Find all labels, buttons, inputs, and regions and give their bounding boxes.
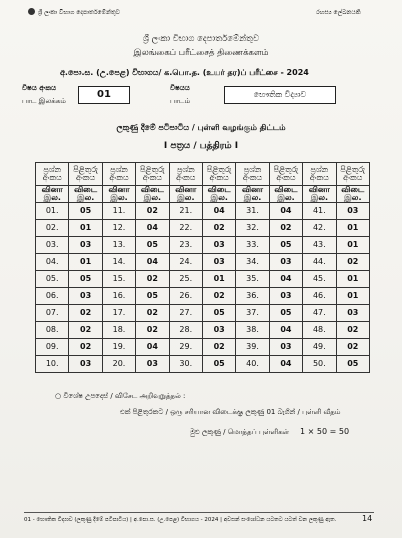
question-number: 46. xyxy=(303,288,336,305)
answer-number: 01 xyxy=(69,220,102,237)
table-row xyxy=(36,339,370,356)
question-number: 34. xyxy=(236,254,269,271)
answer-number: 02 xyxy=(336,339,369,356)
header-answer-number: පිළිතුරු අංකය xyxy=(69,163,102,186)
question-number: 16. xyxy=(102,288,135,305)
subheader-answer: விடை இல. xyxy=(136,186,169,203)
answer-number: 02 xyxy=(136,322,169,339)
answer-number: 01 xyxy=(336,288,369,305)
total-formula: 1 × 50 = 50 xyxy=(300,427,350,436)
header-right: රහස්‍ය ලේඛනයකි xyxy=(316,9,361,16)
question-number: 02. xyxy=(36,220,69,237)
question-number: 13. xyxy=(102,237,135,254)
answer-number: 01 xyxy=(336,220,369,237)
header-answer-number: පිළිතුරු අංකය xyxy=(336,163,369,186)
header-question-number: ප්‍රශ්න අංකය xyxy=(169,163,202,186)
question-number: 45. xyxy=(303,271,336,288)
question-number: 30. xyxy=(169,356,202,373)
answer-number: 03 xyxy=(69,288,102,305)
subject-number-label-ta: பாட இலக்கம் xyxy=(22,97,66,105)
answer-number: 02 xyxy=(136,271,169,288)
header-question-number: ප්‍රශ්න අංකය xyxy=(236,163,269,186)
answer-number: 02 xyxy=(336,322,369,339)
question-number: 29. xyxy=(169,339,202,356)
table-row xyxy=(36,254,370,271)
answer-number: 05 xyxy=(202,305,235,322)
question-number: 06. xyxy=(36,288,69,305)
question-number: 20. xyxy=(102,356,135,373)
subject-name-label-ta: பாடம் xyxy=(170,97,191,105)
question-number: 35. xyxy=(236,271,269,288)
question-number: 18. xyxy=(102,322,135,339)
header-answer-number: පිළිතුරු අංකය xyxy=(269,163,302,186)
question-number: 41. xyxy=(303,203,336,220)
answer-number: 03 xyxy=(69,237,102,254)
header-answer-number: පිළිතුරු අංකය xyxy=(136,163,169,186)
subject-number-label-si: විෂය අංකය xyxy=(22,84,57,92)
answer-number: 05 xyxy=(269,237,302,254)
header-left: ශ්‍රී ලංකා විභාග දෙපාර්තමේන්තුව xyxy=(38,9,121,16)
answer-number: 05 xyxy=(202,356,235,373)
special-instructions: ○ විශේෂ උපදෙස් / விசேட அறிவுறுத்தல் : xyxy=(55,392,186,400)
answer-number: 03 xyxy=(202,322,235,339)
question-number: 44. xyxy=(303,254,336,271)
answer-number: 04 xyxy=(269,322,302,339)
question-number: 24. xyxy=(169,254,202,271)
question-number: 21. xyxy=(169,203,202,220)
subject-name-field xyxy=(224,86,336,104)
table-row xyxy=(36,305,370,322)
question-number: 48. xyxy=(303,322,336,339)
question-number: 28. xyxy=(169,322,202,339)
answer-number: 01 xyxy=(336,237,369,254)
header-question-number: ප්‍රශ්න අංකය xyxy=(303,163,336,186)
answer-number: 05 xyxy=(136,237,169,254)
answer-number: 02 xyxy=(136,305,169,322)
answer-number: 03 xyxy=(269,254,302,271)
footer-text: 01 - භෞතික විද්‍යාව (ලකුණු දීමේ පටිපාටිය) | අ.පො.ස. (උ.පෙළ) විභාගය - 2024 | අවසන් සංශෝධන යටතට යටත් වන ලකුණු ඇත. xyxy=(24,517,337,523)
header-answer-number: පිළිතුරු අංකය xyxy=(202,163,235,186)
question-number: 49. xyxy=(303,339,336,356)
answer-number: 03 xyxy=(202,254,235,271)
question-number: 47. xyxy=(303,305,336,322)
subject-name-value: භෞතික විද්‍යාව xyxy=(253,90,307,99)
question-number: 11. xyxy=(102,203,135,220)
question-number: 19. xyxy=(102,339,135,356)
question-number: 04. xyxy=(36,254,69,271)
answer-table xyxy=(35,162,370,373)
answer-number: 02 xyxy=(136,203,169,220)
question-number: 26. xyxy=(169,288,202,305)
question-number: 08. xyxy=(36,322,69,339)
answer-number: 02 xyxy=(69,339,102,356)
question-number: 12. xyxy=(102,220,135,237)
answer-number: 03 xyxy=(69,356,102,373)
subheader-answer: விடை இல. xyxy=(336,186,369,203)
question-number: 31. xyxy=(236,203,269,220)
answer-number: 03 xyxy=(269,288,302,305)
table-row xyxy=(36,203,370,220)
question-number: 38. xyxy=(236,322,269,339)
subject-name-label-si: විෂයය xyxy=(170,84,190,92)
question-number: 17. xyxy=(102,305,135,322)
subheader-answer: விடை இல. xyxy=(269,186,302,203)
answer-number: 02 xyxy=(202,339,235,356)
question-number: 32. xyxy=(236,220,269,237)
subheader-question: வினா இல. xyxy=(169,186,202,203)
total-label: මුළු ලකුණු / மொத்தப் புள்ளிகள் xyxy=(190,428,290,436)
answer-number: 02 xyxy=(202,288,235,305)
question-number: 43. xyxy=(303,237,336,254)
table-row xyxy=(36,271,370,288)
question-number: 15. xyxy=(102,271,135,288)
page-number: 14 xyxy=(362,514,373,523)
question-number: 10. xyxy=(36,356,69,373)
table-row xyxy=(36,237,370,254)
answer-number: 03 xyxy=(202,237,235,254)
answer-number: 01 xyxy=(336,271,369,288)
answer-number: 02 xyxy=(269,220,302,237)
emblem-icon xyxy=(28,8,35,15)
subheader-question: வினா இல. xyxy=(102,186,135,203)
scheme-title: ලකුණු දීමේ පටිපාටිය / புள்ளி வழங்கும் திட்டம் xyxy=(116,123,286,132)
answer-number: 04 xyxy=(202,203,235,220)
question-number: 42. xyxy=(303,220,336,237)
question-number: 23. xyxy=(169,237,202,254)
table-row xyxy=(36,288,370,305)
subheader-question: வினா இல. xyxy=(36,186,69,203)
exam-title: අ.පො.ස. (උ.පෙළ) විභාගය/ க.பொ.த. (உயர் தர)ப் பரீட்சை - 2024 xyxy=(60,68,309,77)
answer-number: 04 xyxy=(269,356,302,373)
question-number: 03. xyxy=(36,237,69,254)
subject-number-field xyxy=(78,86,130,104)
table-row xyxy=(36,322,370,339)
header-question-number: ප්‍රශ්න අංකය xyxy=(102,163,135,186)
question-number: 50. xyxy=(303,356,336,373)
question-number: 01. xyxy=(36,203,69,220)
marking-rule: එක් පිළිතුරකට / ஒரு சரியான விடைக்கு ලකුණු 01 බැගින් / புள்ளி வீதம் xyxy=(120,408,341,416)
answer-number: 04 xyxy=(269,203,302,220)
subheader-question: வினா இல. xyxy=(303,186,336,203)
answer-number: 04 xyxy=(269,271,302,288)
question-number: 37. xyxy=(236,305,269,322)
department-title-si: ශ්‍රී ලංකා විභාග දෙපාර්තමේන්තුව xyxy=(142,34,260,44)
answer-number: 04 xyxy=(136,220,169,237)
answer-number: 03 xyxy=(269,339,302,356)
subheader-answer: விடை இல. xyxy=(69,186,102,203)
question-number: 09. xyxy=(36,339,69,356)
answer-number: 03 xyxy=(136,356,169,373)
question-number: 33. xyxy=(236,237,269,254)
answer-number: 02 xyxy=(69,322,102,339)
answer-number: 05 xyxy=(69,271,102,288)
header-question-number: ප්‍රශ්න අංකය xyxy=(36,163,69,186)
paper-title: I පත්‍රය / பத்திரம் I xyxy=(163,141,239,151)
answer-number: 04 xyxy=(136,339,169,356)
answer-number: 05 xyxy=(136,288,169,305)
answer-number: 01 xyxy=(69,254,102,271)
answer-number: 03 xyxy=(336,203,369,220)
footer-divider xyxy=(24,512,374,513)
answer-number: 03 xyxy=(336,305,369,322)
question-number: 40. xyxy=(236,356,269,373)
answer-number: 01 xyxy=(202,271,235,288)
department-title-ta: இலங்கைப் பரீட்சைத் திணைக்களம் xyxy=(133,48,269,58)
subject-number-value: 01 xyxy=(97,89,111,100)
answer-number: 02 xyxy=(69,305,102,322)
answer-number: 02 xyxy=(202,220,235,237)
answer-number: 02 xyxy=(336,254,369,271)
subheader-question: வினா இல. xyxy=(236,186,269,203)
answer-number: 05 xyxy=(336,356,369,373)
question-number: 27. xyxy=(169,305,202,322)
subheader-answer: விடை இல. xyxy=(202,186,235,203)
question-number: 36. xyxy=(236,288,269,305)
question-number: 14. xyxy=(102,254,135,271)
table-row xyxy=(36,356,370,373)
table-row xyxy=(36,220,370,237)
answer-number: 05 xyxy=(69,203,102,220)
question-number: 25. xyxy=(169,271,202,288)
answer-number: 05 xyxy=(269,305,302,322)
question-number: 07. xyxy=(36,305,69,322)
question-number: 39. xyxy=(236,339,269,356)
answer-number: 04 xyxy=(136,254,169,271)
question-number: 05. xyxy=(36,271,69,288)
question-number: 22. xyxy=(169,220,202,237)
